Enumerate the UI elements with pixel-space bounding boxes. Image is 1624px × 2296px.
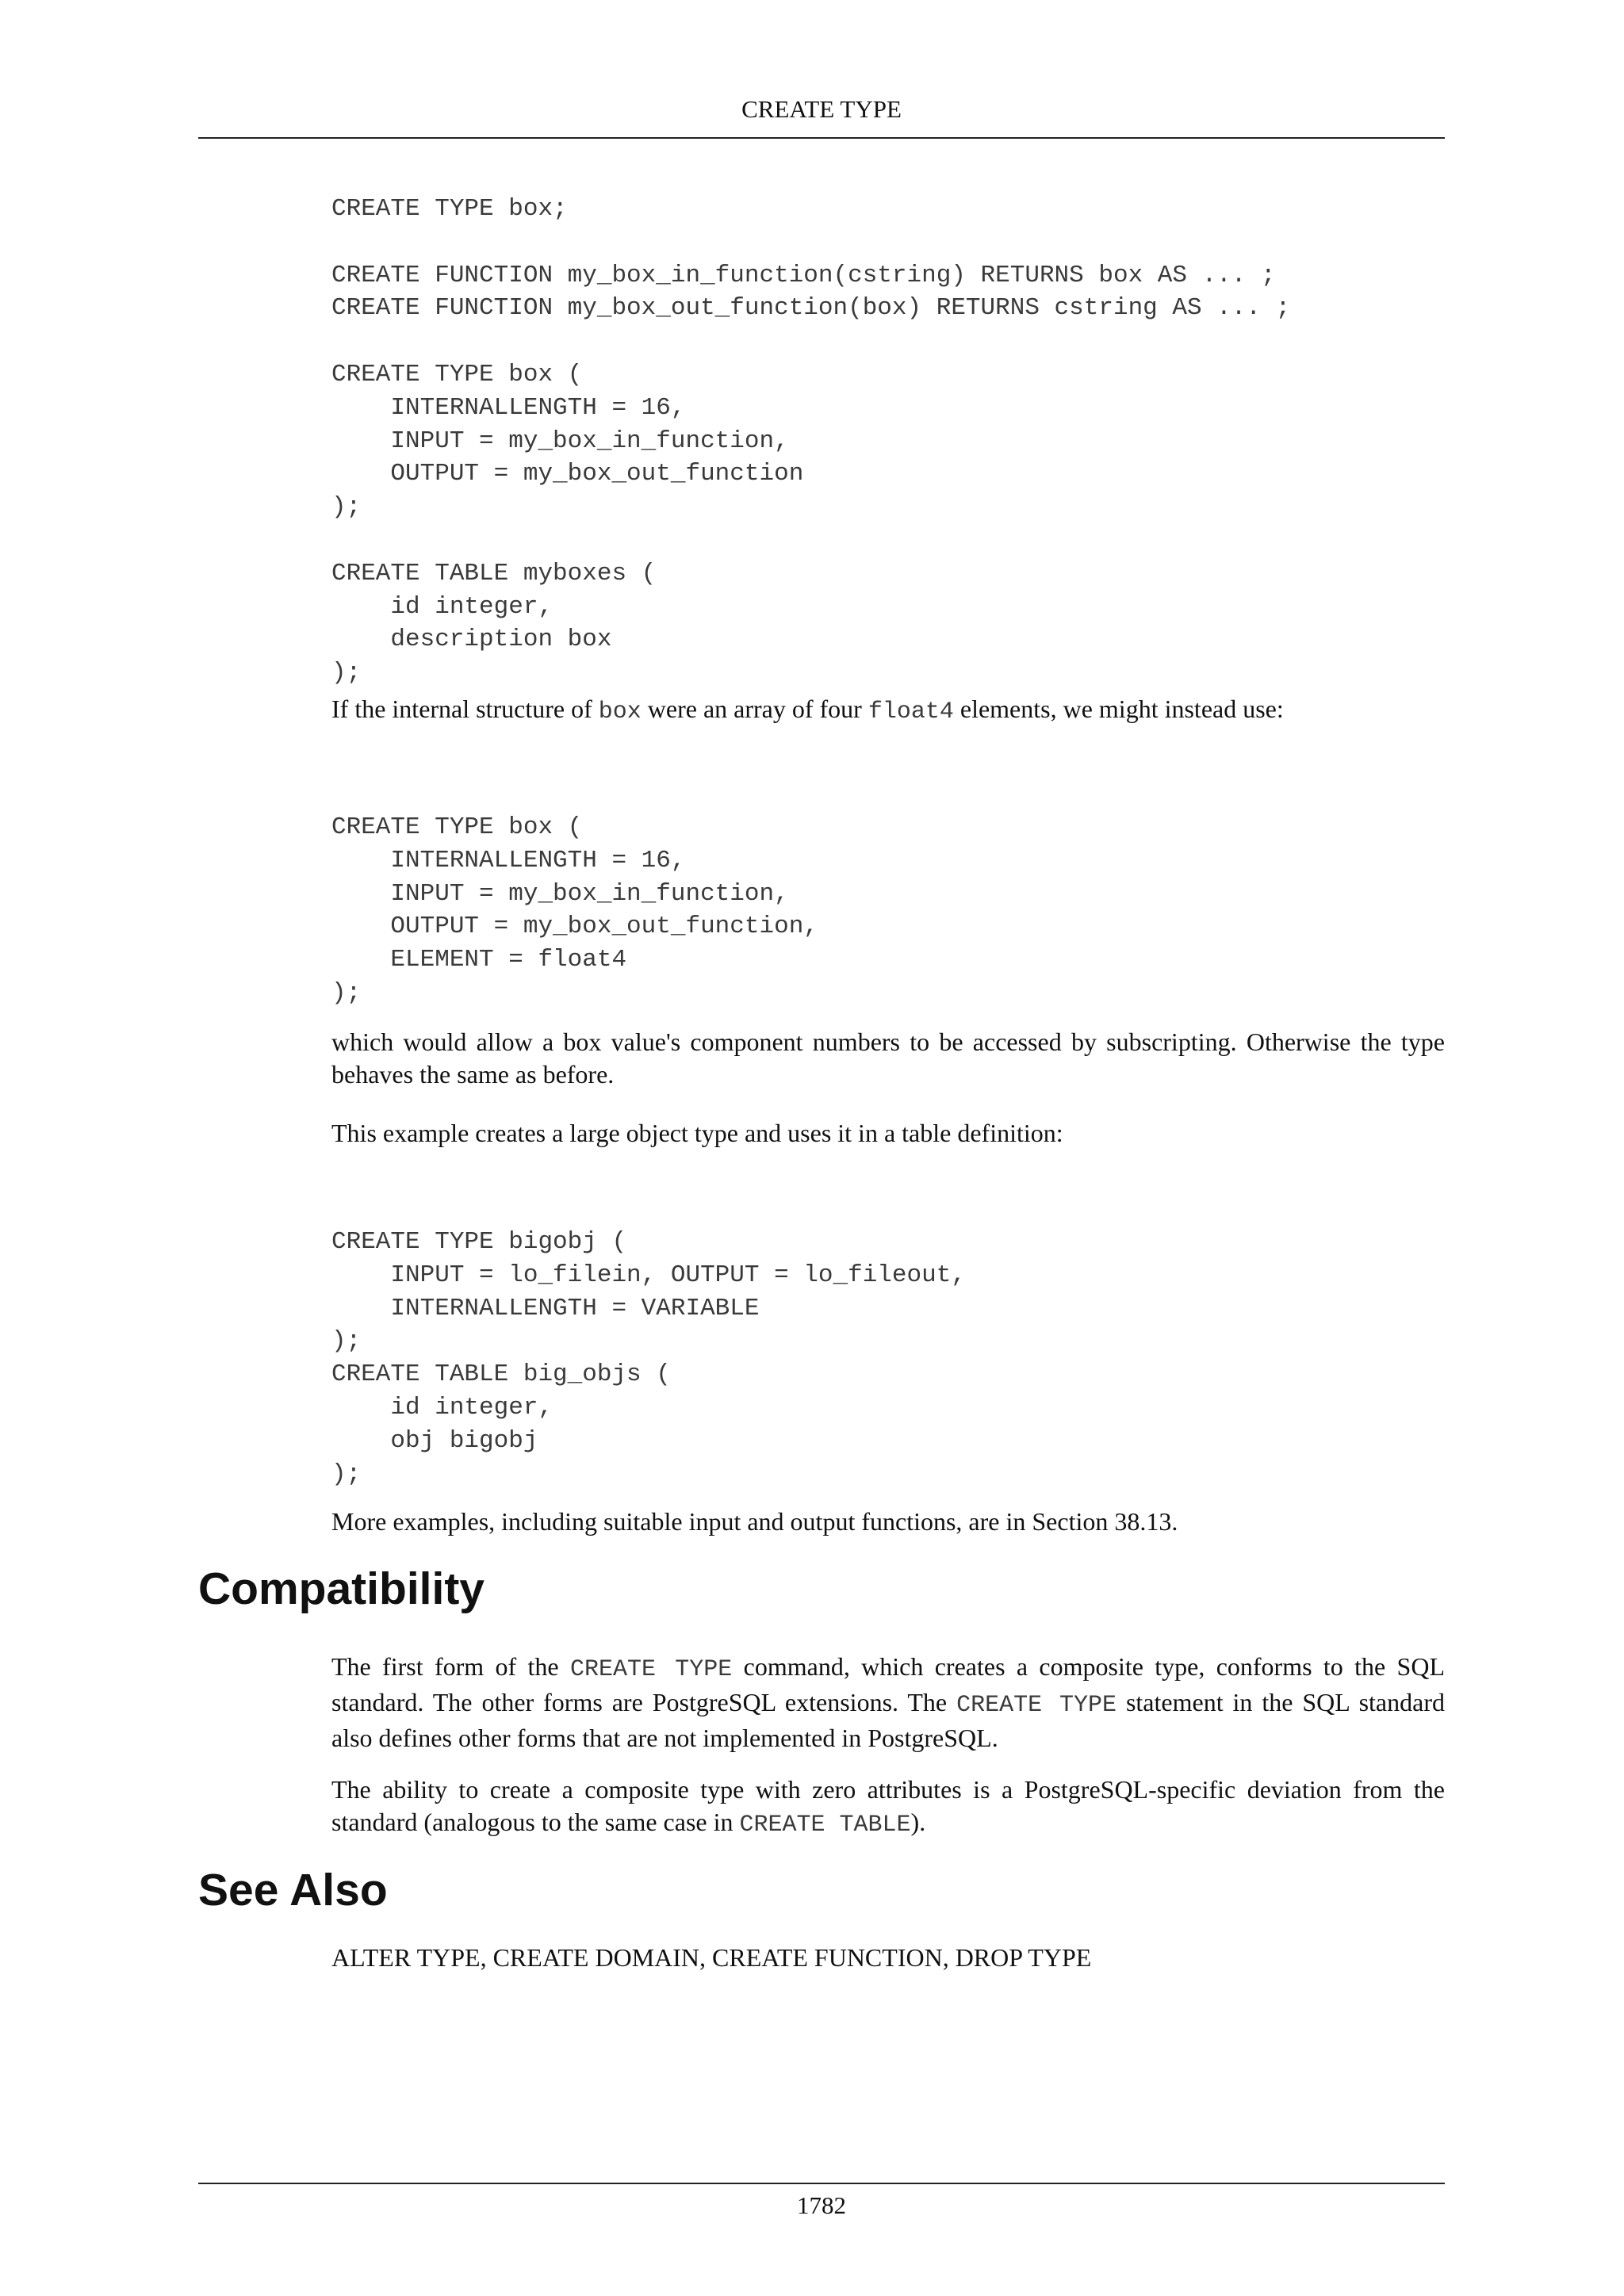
inline-code: float4 xyxy=(868,698,954,725)
separator: , xyxy=(942,1943,956,1972)
paragraph-large-object: This example creates a large object type and uses it in a table definition: xyxy=(331,1119,1063,1147)
page-number: 1782 xyxy=(797,2191,846,2219)
paragraph-compatibility-1 xyxy=(331,1651,1445,1755)
text-run: If the internal structure of xyxy=(331,695,599,723)
see-also-link[interactable]: ALTER TYPE xyxy=(331,1943,481,1972)
see-also-link[interactable]: CREATE FUNCTION xyxy=(712,1943,943,1972)
section-heading-compatibility: Compatibility xyxy=(198,1563,485,1614)
separator: , xyxy=(480,1943,493,1972)
paragraph-compatibility-2 xyxy=(331,1774,1445,1842)
inline-code: CREATE TYPE xyxy=(956,1692,1117,1719)
text-run: were an array of four xyxy=(641,695,868,723)
running-header: CREATE TYPE xyxy=(741,95,902,123)
header-rule xyxy=(198,137,1445,139)
text-run: statement in the SQL standard also defines other forms that are not implemented in PostgreSQL. xyxy=(331,1688,1445,1752)
text-run: The first form of the xyxy=(331,1652,570,1681)
see-also-list xyxy=(331,1942,1445,1974)
code-block-bigobj: CREATE TYPE bigobj ( INPUT = lo_filein, OUTPUT = lo_fileout, INTERNALLENGTH = VARIABLE ); CREATE TABLE big_objs ( id integer, obj bigobj ); xyxy=(331,1228,966,1488)
see-also-link[interactable]: CREATE DOMAIN xyxy=(492,1943,700,1972)
separator: , xyxy=(699,1943,713,1972)
paragraph-more-examples: More examples, including suitable input and output functions, are in Section 38.13. xyxy=(331,1507,1178,1536)
text-run: elements, we might instead use: xyxy=(953,695,1284,723)
paragraph-float4-intro xyxy=(331,693,1445,729)
code-block-box-element: CREATE TYPE box ( INTERNALLENGTH = 16, INPUT = my_box_in_function, OUTPUT = my_box_out_function, ELEMENT = float4 ); xyxy=(331,813,818,1007)
inline-code: box xyxy=(598,698,642,725)
footer-rule xyxy=(198,2183,1445,2184)
see-also-link[interactable]: DROP TYPE xyxy=(955,1943,1092,1972)
text-run: command, which creates a composite type, conforms to the SQL standard. The other forms are PostgreSQL extensions. The xyxy=(331,1652,1445,1716)
text-run: The ability to create a composite type with zero attributes is a PostgreSQL-specific deviation from the standard (analogous to the same case in xyxy=(331,1775,1445,1836)
text-run: ). xyxy=(910,1808,926,1836)
paragraph-subscripting: which would allow a box value's component numbers to be accessed by subscripting. Otherwise the type behaves the same as before. xyxy=(331,1027,1445,1089)
inline-code: CREATE TYPE xyxy=(569,1656,733,1683)
inline-code: CREATE TABLE xyxy=(739,1812,911,1839)
section-heading-see-also: See Also xyxy=(198,1865,388,1915)
code-block-box-basic: CREATE TYPE box; CREATE FUNCTION my_box_in_function(cstring) RETURNS box AS ... ; CREATE FUNCTION my_box_out_function(box) RETURNS cstring AS ... ; CREATE TYPE box ( INTERNALLENGTH = 16, INPUT = my_box_in_function, OUTPUT = my_box_out_function ); CREATE TABLE myboxes ( id integer, description box ); xyxy=(331,195,1291,687)
